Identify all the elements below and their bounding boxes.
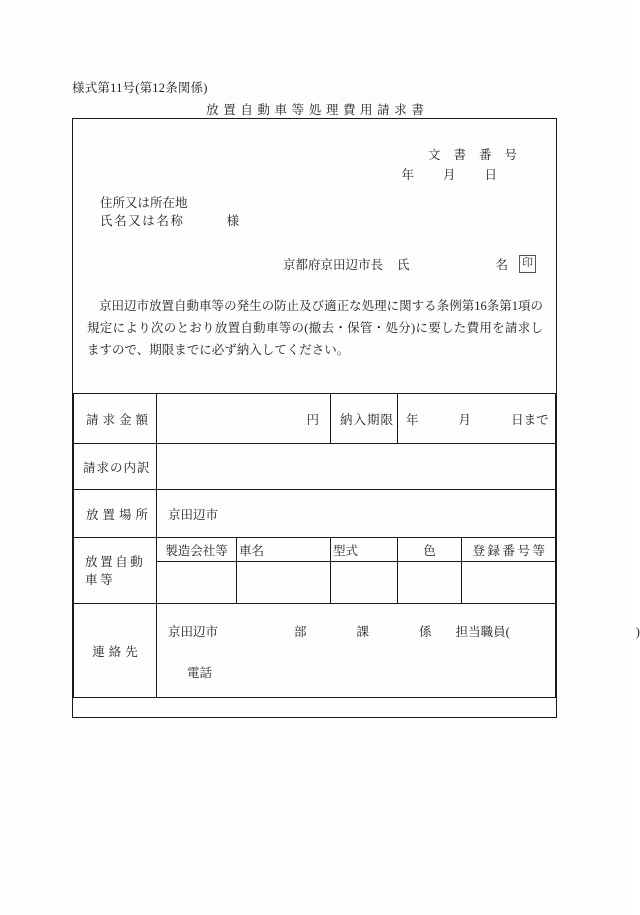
vehicle-value-registration[interactable] xyxy=(462,562,556,604)
contact-phone-line xyxy=(157,641,555,681)
recipient-name-row xyxy=(100,211,239,229)
contact-phone-label: 電話 xyxy=(187,666,213,680)
document-number-label: 文書番号 xyxy=(427,148,530,162)
table-row-breakdown xyxy=(74,444,556,490)
issuer-name-label-first: 氏 xyxy=(397,258,410,272)
vehicle-value-maker[interactable] xyxy=(157,562,237,604)
form-upper-section xyxy=(73,119,556,393)
due-date-label: 納入期限 xyxy=(331,394,398,444)
vehicle-label: 放置自動車等 xyxy=(74,538,157,604)
vehicle-header-type-text: 型式 xyxy=(333,543,359,558)
issuer-row xyxy=(283,255,536,273)
due-year: 年 xyxy=(406,412,419,427)
breakdown-value[interactable] xyxy=(157,444,556,490)
location-value[interactable]: 京田辺市 xyxy=(157,490,556,538)
recipient-address-label: 住所又は所在地 xyxy=(100,196,188,210)
due-day: 日まで xyxy=(511,412,549,427)
table-row-contact xyxy=(74,604,556,698)
contact-city: 京田辺市 xyxy=(168,625,219,639)
vehicle-header-registration: 登録番号等 xyxy=(462,538,556,562)
form-frame xyxy=(72,118,640,718)
amount-label: 請求金額 xyxy=(74,394,157,444)
contact-staff-label: 担当職員( xyxy=(455,625,510,639)
contact-staff-close: ) xyxy=(635,625,640,639)
recipient-honorific: 様 xyxy=(226,214,240,228)
issuer-office: 京都府京田辺市長 xyxy=(283,258,384,272)
body-paragraph: 京田辺市放置自動車等の発生の防止及び適正な処理に関する条例第16条第1項の規定により次のとおり放置自動車等の(撤去・保管・処分)に要した費用を請求しますので、期限までに必ず納入してください。 xyxy=(87,299,543,357)
seal-icon: 印 xyxy=(519,255,536,273)
amount-unit: 円 xyxy=(306,412,320,427)
contact-bu: 部 xyxy=(294,625,307,639)
due-month: 月 xyxy=(458,412,472,427)
table-row-amount xyxy=(74,394,556,444)
contact-value-cell[interactable] xyxy=(157,604,640,698)
vehicle-value-type[interactable] xyxy=(331,562,398,604)
form-table xyxy=(73,393,640,698)
vehicle-header-model-name-text: 車名 xyxy=(239,543,265,558)
page-title: 放置自動車等処理費用請求書 xyxy=(206,103,429,117)
contact-kakari: 係 xyxy=(419,625,432,639)
vehicle-value-model-name[interactable] xyxy=(237,562,331,604)
vehicle-value-color[interactable] xyxy=(398,562,462,604)
form-number: 様式第11号(第12条関係) xyxy=(72,81,208,95)
issuer-name-label-second: 名 xyxy=(495,258,509,272)
contact-ka: 課 xyxy=(356,625,370,639)
table-row-vehicle-headers xyxy=(74,538,556,562)
vehicle-header-model-name xyxy=(237,538,331,562)
contact-label: 連絡先 xyxy=(74,604,157,698)
vehicle-header-maker: 製造会社等 xyxy=(157,538,237,562)
due-date-value-cell[interactable] xyxy=(398,394,556,444)
vehicle-header-type xyxy=(331,538,398,562)
table-row-location xyxy=(74,490,556,538)
vehicle-header-color: 色 xyxy=(398,538,462,562)
amount-value-cell[interactable] xyxy=(157,394,331,444)
breakdown-label: 請求の内訳 xyxy=(74,444,157,490)
location-label: 放置場所 xyxy=(74,490,157,538)
contact-department-line xyxy=(157,624,640,641)
recipient-name-label: 氏名又は名称 xyxy=(100,214,185,228)
document-date-label: 年月日 xyxy=(401,168,526,182)
